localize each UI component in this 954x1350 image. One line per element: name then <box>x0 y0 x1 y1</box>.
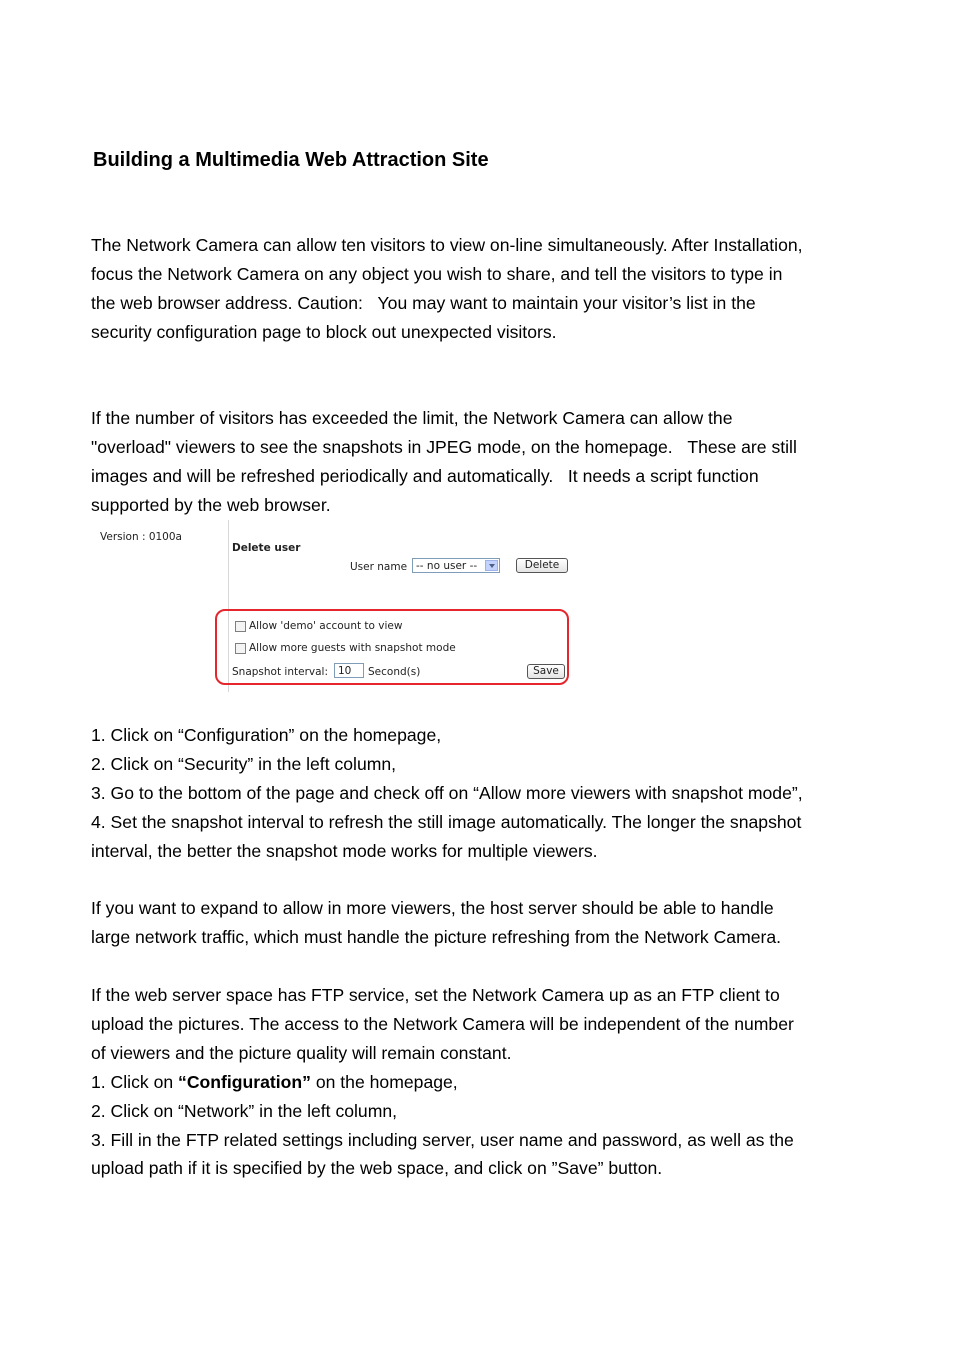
user-select-value: -- no user -- <box>416 560 478 572</box>
overload-line: If the number of visitors has exceeded the limit, the Network Camera can allow the <box>91 408 733 428</box>
ftp-step1-bold: “Configuration” <box>178 1071 311 1092</box>
snapshot-interval-value: 10 <box>338 665 352 677</box>
chevron-down-icon[interactable] <box>485 560 498 571</box>
expand-line: If you want to expand to allow in more viewers, the host server should be able to handle <box>91 898 774 918</box>
ftp-line: of viewers and the picture quality will remain constant. <box>91 1042 512 1063</box>
intro-line: the web browser address. Caution: You may want to maintain your visitor’s list in the <box>91 292 756 313</box>
page-title: Building a Multimedia Web Attraction Site <box>93 149 489 171</box>
step-line: interval, the better the snapshot mode works for multiple viewers. <box>91 840 598 861</box>
ftp-step-line: 2. Click on “Network” in the left column, <box>91 1100 398 1121</box>
step-line: 4. Set the snapshot interval to refresh the still image automatically. The longer the snapshot <box>91 811 802 832</box>
intro-paragraph <box>91 231 881 347</box>
delete-user-heading: Delete user <box>232 542 301 554</box>
user-name-select[interactable] <box>412 558 500 573</box>
ftp-step1-suffix: on the homepage, <box>310 1071 458 1092</box>
ftp-paragraph <box>91 981 881 1183</box>
expand-line: large network traffic, which must handle the picture refreshing from the Network Camera. <box>91 926 782 947</box>
ftp-line: If the web server space has FTP service, set the Network Camera up as an FTP client to <box>91 985 780 1005</box>
snapshot-steps <box>91 721 881 866</box>
allow-demo-checkbox[interactable] <box>235 621 246 632</box>
snapshot-interval-label: Snapshot interval: <box>232 666 328 678</box>
intro-line: security configuration page to block out unexpected visitors. <box>91 321 557 342</box>
ftp-step1-prefix: 1. Click on <box>91 1071 179 1092</box>
save-button[interactable]: Save <box>527 664 565 679</box>
step-line: 1. Click on “Configuration” on the homepage, <box>91 725 442 745</box>
ftp-line: upload the pictures. The access to the Network Camera will be independent of the number <box>91 1013 794 1034</box>
ftp-step-line: upload path if it is specified by the web space, and click on ”Save” button. <box>91 1158 663 1179</box>
security-settings-screenshot <box>92 520 572 692</box>
delete-button[interactable]: Delete <box>516 558 568 573</box>
intro-line: focus the Network Camera on any object you wish to share, and tell the visitors to type in <box>91 263 783 284</box>
ftp-step-line: 3. Fill in the FTP related settings including server, user name and password, as well as the <box>91 1129 794 1150</box>
snapshot-interval-input[interactable] <box>334 663 364 678</box>
step-line: 2. Click on “Security” in the left column, <box>91 753 397 774</box>
ftp-step-line <box>91 1068 881 1097</box>
seconds-label: Second(s) <box>368 666 421 678</box>
allow-guests-checkbox[interactable] <box>235 643 246 654</box>
step-line: 3. Go to the bottom of the page and check off on “Allow more viewers with snapshot mode”, <box>91 782 803 803</box>
overload-line: "overload" viewers to see the snapshots in JPEG mode, on the homepage. These are still <box>91 436 797 457</box>
allow-guests-label: Allow more guests with snapshot mode <box>249 642 456 654</box>
user-name-label: User name <box>350 561 408 573</box>
version-label: Version : 0100a <box>100 531 182 543</box>
overload-line: images and will be refreshed periodically and automatically. It needs a script function <box>91 465 759 486</box>
expand-paragraph <box>91 894 881 952</box>
overload-paragraph <box>91 404 881 520</box>
intro-line: The Network Camera can allow ten visitors to view on-line simultaneously. After Installation, <box>91 235 803 255</box>
allow-demo-label: Allow 'demo' account to view <box>249 620 403 632</box>
overload-line: supported by the web browser. <box>91 494 331 515</box>
